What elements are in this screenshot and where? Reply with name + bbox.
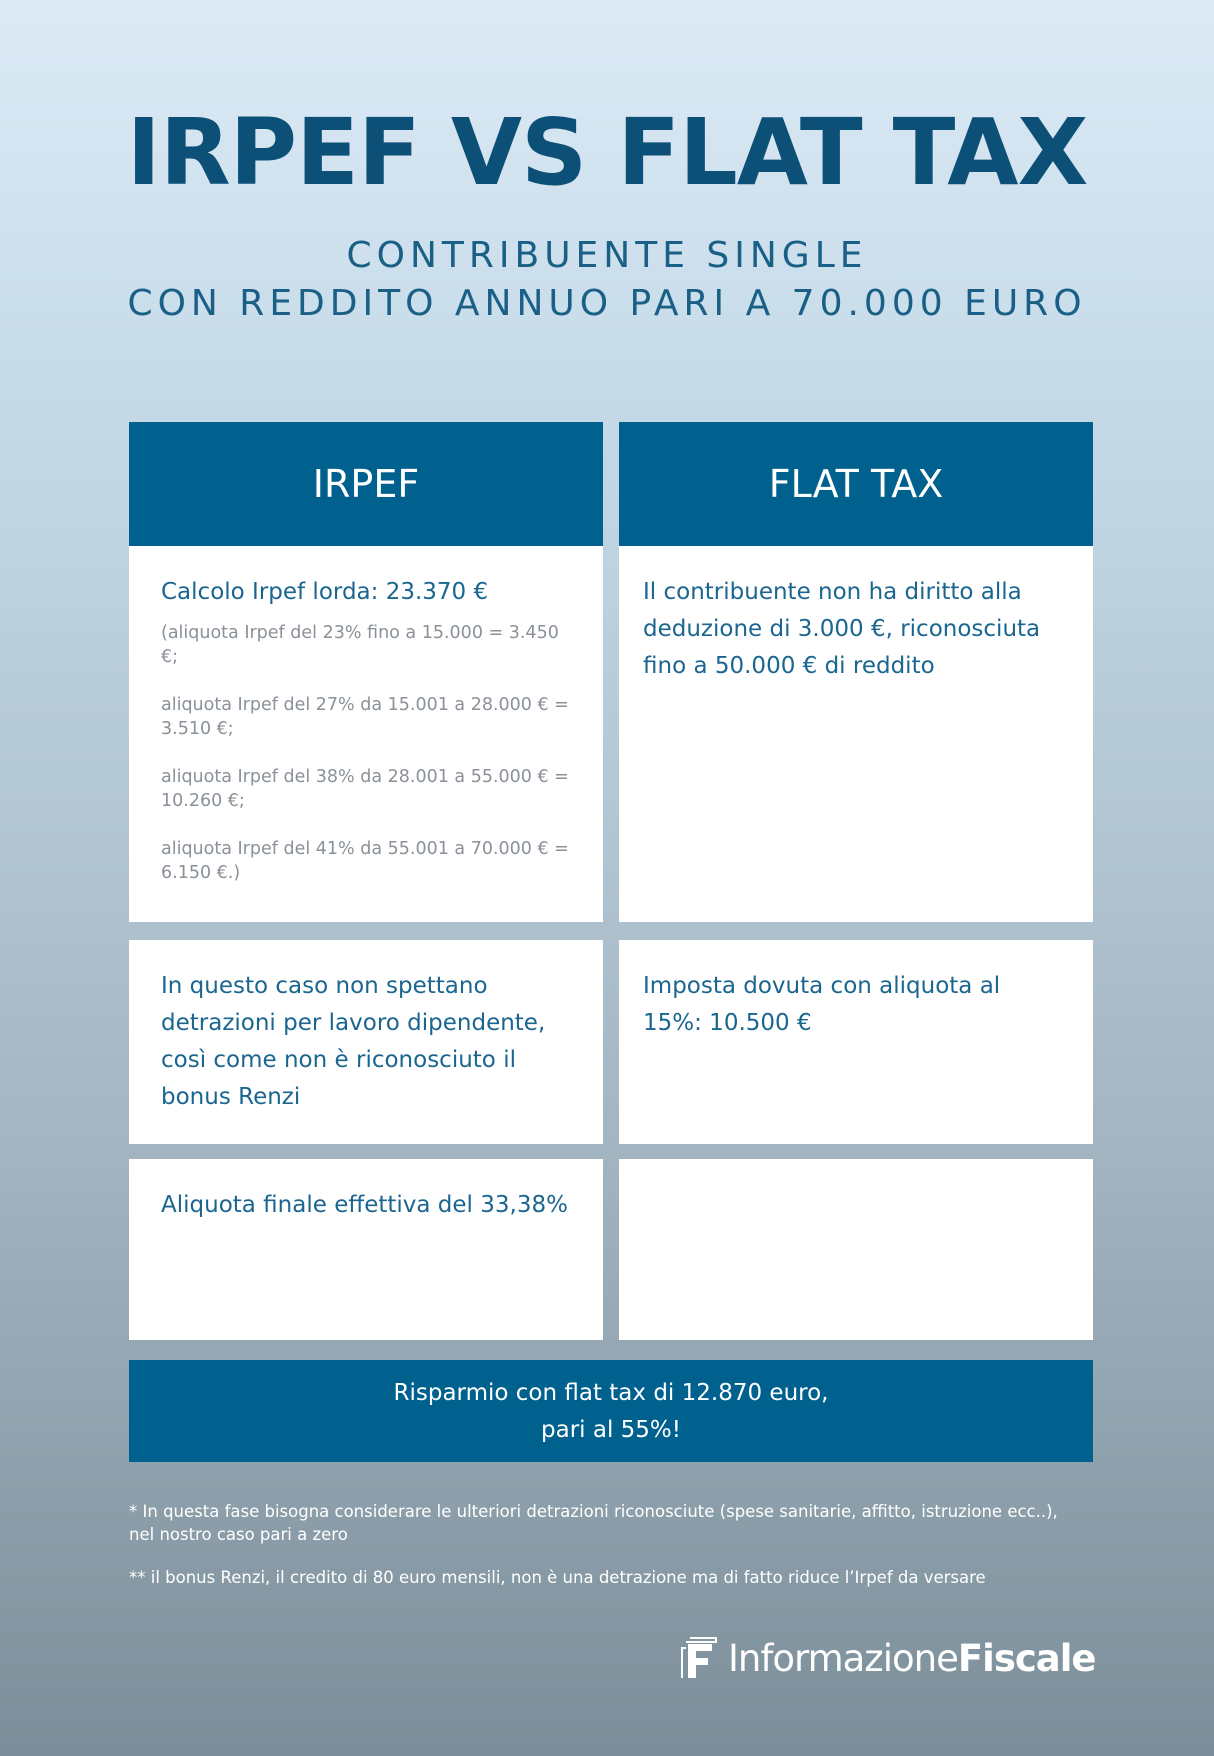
irpef-bracket-1: (aliquota Irpef del 23% fino a 15.000 = 3.450 €; [161,623,559,667]
informazionefiscale-f-logo-icon [676,1634,720,1682]
subtitle-line-1: CONTRIBUENTE SINGLE [346,235,868,276]
logo-wordmark [728,1637,1096,1680]
savings-line-1: Risparmio con flat tax di 12.870 euro, [393,1380,829,1406]
logo-wordmark-light: Informazione [728,1636,958,1680]
savings-line-2: pari al 55%! [541,1417,681,1443]
irpef-deductions-note: In questo caso non spettano detrazioni per lavoro dipendente, così come non è riconosciuto il bonus Renzi [161,973,546,1110]
subtitle-line-2: CON REDDITO ANNUO PARI A 70.000 EURO [127,283,1087,324]
irpef-calculation-cell [129,546,603,922]
column-header-irpef: IRPEF [129,422,603,546]
irpef-effective-rate: Aliquota finale effettiva del 33,38% [161,1192,568,1218]
informazionefiscale-logo[interactable] [676,1630,1096,1686]
irpef-bracket-2: aliquota Irpef del 27% da 15.001 a 28.000 € = 3.510 €; [161,695,569,739]
irpef-deductions-cell [129,940,603,1144]
irpef-bracket-4: aliquota Irpef del 41% da 55.001 a 70.000 € = 6.150 €.) [161,839,569,883]
footnote-2: ** il bonus Renzi, il credito di 80 euro mensili, non è una detrazione ma di fatto riduce l’Irpef da versare [129,1568,986,1587]
page-title: IRPEF VS FLAT TAX [126,99,1088,206]
irpef-bracket-3: aliquota Irpef del 38% da 28.001 a 55.000 € = 10.260 €; [161,767,569,811]
flat-tax-empty-cell [619,1159,1093,1340]
footnote-1: * In questa fase bisogna considerare le ulteriori detrazioni riconosciute (spese sanitarie, affitto, istruzione ecc..), nel nostro caso pari a zero [129,1502,1058,1544]
column-header-flat-tax: FLAT TAX [619,422,1093,546]
logo-wordmark-bold: Fiscale [957,1636,1096,1680]
irpef-gross-calc: Calcolo Irpef lorda: 23.370 € [161,579,489,605]
flat-tax-due-cell [619,940,1093,1144]
flat-tax-due: Imposta dovuta con aliquota al 15%: 10.500 € [643,973,1001,1036]
irpef-effective-rate-cell [129,1159,603,1340]
flat-tax-deduction-cell [619,546,1093,922]
flat-tax-deduction-note: Il contribuente non ha diritto alla deduzione di 3.000 €, riconosciuta fino a 50.000 € di reddito [643,579,1041,679]
savings-banner [129,1360,1093,1462]
